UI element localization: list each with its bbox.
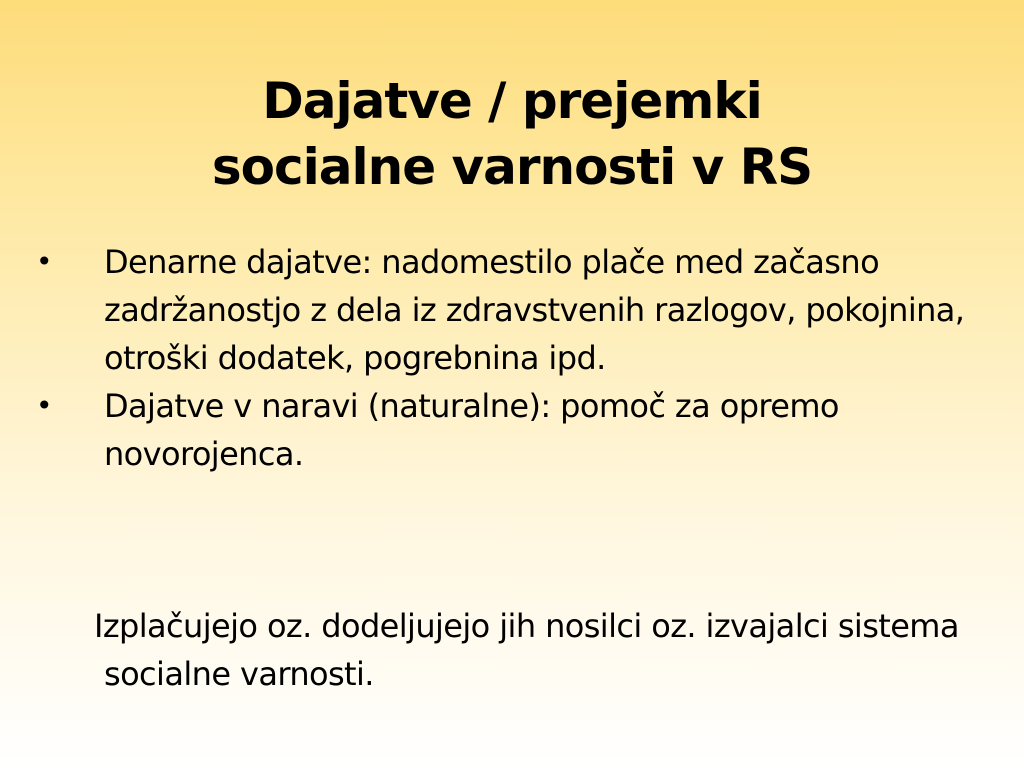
closing-note: Izplačujejo oz. dodeljujejo jih nosilci oz. izvajalci sistema socialne varnosti. xyxy=(94,607,959,693)
bullet-marker: • xyxy=(36,389,52,422)
bullet-text: Dajatve v naravi (naturalne): pomoč za opremo novorojenca. xyxy=(104,387,839,473)
slide-title-line-2: socialne varnosti v RS xyxy=(211,138,813,196)
bullet-text: Denarne dajatve: nadomestilo plače med začasno zadržanostjo z dela iz zdravstvenih razlogov, pokojnina, otroški dodatek, pogrebnina ipd. xyxy=(104,243,965,377)
bullet-list xyxy=(36,238,996,478)
bullet-item-cash-benefits xyxy=(36,238,996,382)
slide-title-line-1: Dajatve / prejemki xyxy=(262,72,762,130)
bullet-marker: • xyxy=(36,245,52,278)
bullet-item-benefits-in-kind xyxy=(36,382,996,478)
slide-title xyxy=(0,68,1024,200)
